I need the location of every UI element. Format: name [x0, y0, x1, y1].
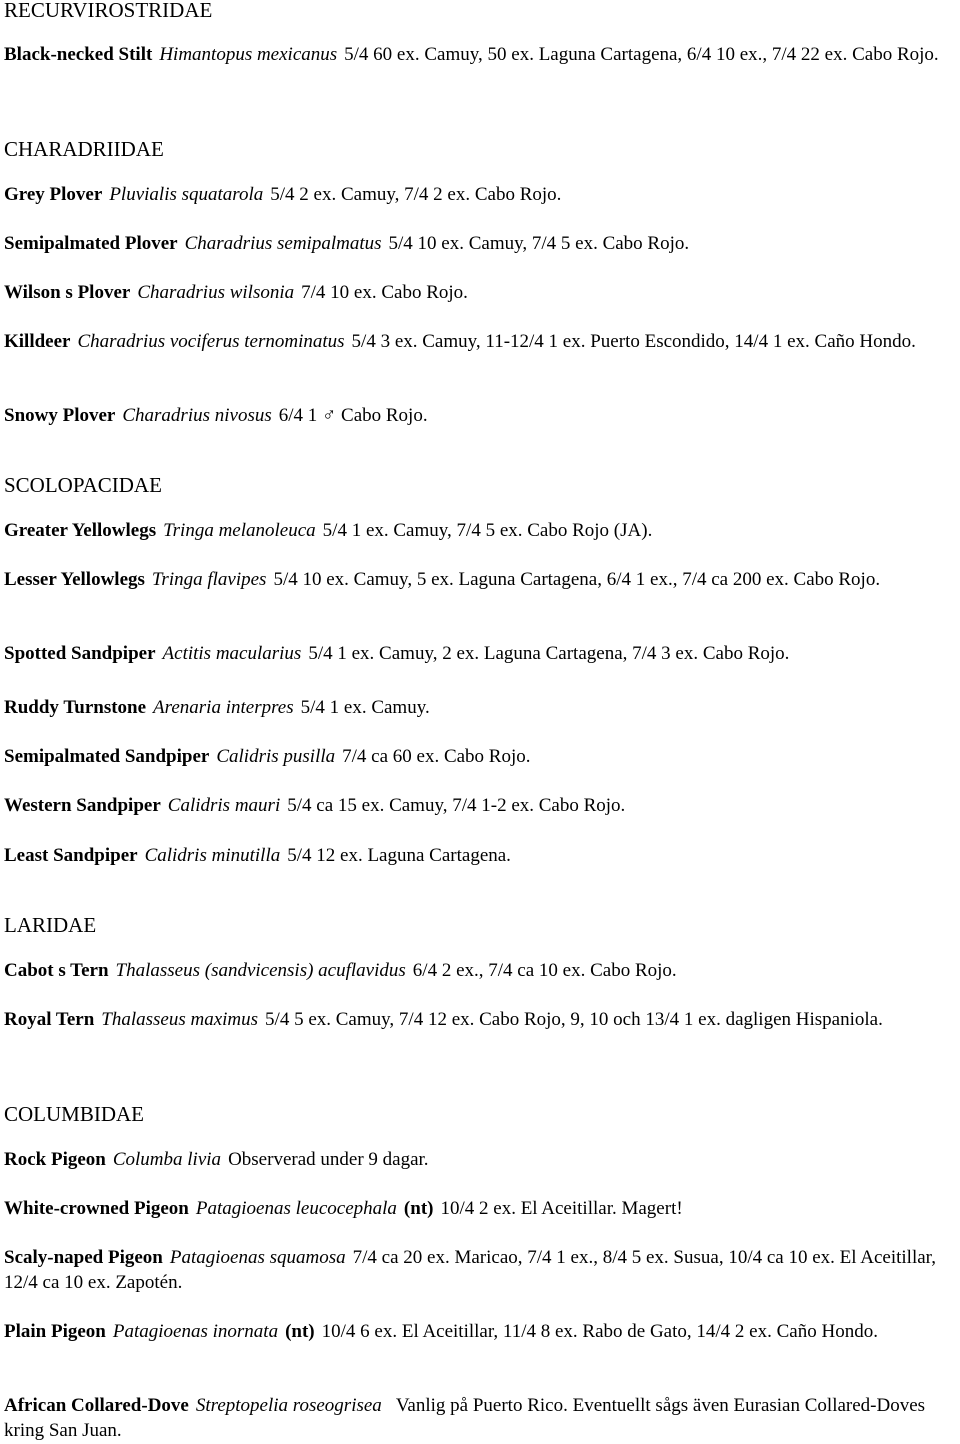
scientific-name: Charadrius vociferus ternominatus [77, 331, 345, 352]
common-name: Scaly-naped Pigeon [4, 1247, 163, 1268]
family-heading-columbidae: COLUMBIDAE [4, 1102, 144, 1126]
species-entry-plain-pigeon [4, 1319, 950, 1344]
species-entry-scaly-naped-pigeon [4, 1245, 950, 1295]
conservation-status: (nt) [403, 1198, 434, 1219]
scientific-name: Patagioenas leucocephala [195, 1198, 397, 1219]
observation-text: 5/4 1 ex. Camuy, 7/4 5 ex. Cabo Rojo (JA). [322, 520, 653, 541]
observation-text: 10/4 2 ex. El Aceitillar. Magert! [440, 1198, 683, 1219]
observation-text: 5/4 10 ex. Camuy, 5 ex. Laguna Cartagena, 6/4 1 ex., 7/4 ca 200 ex. Cabo Rojo. [273, 569, 881, 590]
species-entry-snowy-plover [4, 403, 950, 428]
species-entry-african-collared-dove [4, 1393, 950, 1443]
scientific-name: Streptopelia roseogrisea [195, 1395, 382, 1416]
family-heading-recurvirostridae: RECURVIROSTRIDAE [4, 0, 213, 22]
common-name: Semipalmated Sandpiper [4, 746, 210, 767]
species-entry-black-necked-stilt [4, 42, 950, 67]
species-entry-grey-plover [4, 182, 950, 207]
observation-text: 6/4 1 ♂ Cabo Rojo. [278, 405, 428, 426]
family-heading-charadriidae: CHARADRIIDAE [4, 137, 164, 161]
common-name: Snowy Plover [4, 405, 116, 426]
common-name: Greater Yellowlegs [4, 520, 157, 541]
common-name: Ruddy Turnstone [4, 697, 147, 718]
observation-text: 7/4 ca 20 ex. Maricao, 7/4 1 ex., 8/4 5 ex. Susua, 10/4 ca 10 ex. El Aceitillar, 12/4 ca 10 ex. Zapotén. [4, 1247, 936, 1293]
common-name: Grey Plover [4, 184, 103, 205]
species-entry-white-crowned-pigeon [4, 1196, 950, 1221]
scientific-name: Arenaria interpres [153, 697, 294, 718]
observation-text: 5/4 2 ex. Camuy, 7/4 2 ex. Cabo Rojo. [270, 184, 562, 205]
common-name: Black-necked Stilt [4, 44, 153, 65]
species-entry-least-sandpiper [4, 843, 950, 868]
species-entry-ruddy-turnstone [4, 695, 950, 720]
common-name: Wilson s Plover [4, 282, 131, 303]
scientific-name: Charadrius nivosus [122, 405, 272, 426]
observation-text: Observerad under 9 dagar. [228, 1149, 429, 1170]
common-name: White-crowned Pigeon [4, 1198, 189, 1219]
observation-text: 7/4 ca 60 ex. Cabo Rojo. [342, 746, 531, 767]
common-name: Killdeer [4, 331, 71, 352]
family-heading-laridae: LARIDAE [4, 913, 97, 937]
observation-text: 10/4 6 ex. El Aceitillar, 11/4 8 ex. Rabo de Gato, 14/4 2 ex. Caño Hondo. [321, 1321, 878, 1342]
species-entry-cabots-tern [4, 958, 950, 983]
scientific-name: Himantopus mexicanus [159, 44, 338, 65]
scientific-name: Charadrius semipalmatus [184, 233, 382, 254]
species-entry-semipalmated-sandpiper [4, 744, 950, 769]
species-entry-killdeer [4, 329, 950, 354]
scientific-name: Pluvialis squatarola [109, 184, 264, 205]
common-name: Semipalmated Plover [4, 233, 178, 254]
species-entry-rock-pigeon [4, 1147, 950, 1172]
scientific-name: Calidris mauri [167, 795, 281, 816]
observation-text: Vanlig på Puerto Rico. Eventuellt sågs även Eurasian Collared-Doves kring San Juan. [4, 1395, 926, 1441]
observation-text: 5/4 ca 15 ex. Camuy, 7/4 1-2 ex. Cabo Rojo. [287, 795, 626, 816]
observation-text: 5/4 10 ex. Camuy, 7/4 5 ex. Cabo Rojo. [388, 233, 690, 254]
common-name: Plain Pigeon [4, 1321, 106, 1342]
scientific-name: Charadrius wilsonia [137, 282, 295, 303]
observation-text: 5/4 12 ex. Laguna Cartagena. [287, 845, 511, 866]
species-entry-semipalmated-plover [4, 231, 950, 256]
scientific-name: Thalasseus maximus [101, 1009, 259, 1030]
common-name: Cabot s Tern [4, 960, 109, 981]
scientific-name: Calidris pusilla [216, 746, 336, 767]
common-name: Rock Pigeon [4, 1149, 106, 1170]
species-entry-royal-tern [4, 1007, 950, 1032]
scientific-name: Tringa melanoleuca [163, 520, 316, 541]
scientific-name: Columba livia [112, 1149, 222, 1170]
conservation-status: (nt) [285, 1321, 315, 1342]
observation-text: 5/4 5 ex. Camuy, 7/4 12 ex. Cabo Rojo, 9, 10 och 13/4 1 ex. dagligen Hispaniola. [265, 1009, 883, 1030]
observation-text: 6/4 2 ex., 7/4 ca 10 ex. Cabo Rojo. [412, 960, 677, 981]
scientific-name: Tringa flavipes [151, 569, 267, 590]
observation-text: 7/4 10 ex. Cabo Rojo. [301, 282, 468, 303]
observation-text: 5/4 1 ex. Camuy, 2 ex. Laguna Cartagena, 7/4 3 ex. Cabo Rojo. [308, 643, 790, 664]
common-name: Spotted Sandpiper [4, 643, 156, 664]
scientific-name: Patagioenas squamosa [169, 1247, 346, 1268]
common-name: Lesser Yellowlegs [4, 569, 145, 590]
species-entry-lesser-yellowlegs [4, 567, 950, 592]
common-name: Western Sandpiper [4, 795, 161, 816]
observation-text: 5/4 60 ex. Camuy, 50 ex. Laguna Cartagena, 6/4 10 ex., 7/4 22 ex. Cabo Rojo. [344, 44, 939, 65]
species-entry-wilsons-plover [4, 280, 950, 305]
common-name: Royal Tern [4, 1009, 95, 1030]
common-name: African Collared-Dove [4, 1395, 189, 1416]
family-heading-scolopacidae: SCOLOPACIDAE [4, 473, 162, 497]
scientific-name: Calidris minutilla [144, 845, 281, 866]
species-entry-western-sandpiper [4, 793, 950, 818]
common-name: Least Sandpiper [4, 845, 138, 866]
scientific-name: Patagioenas inornata [112, 1321, 279, 1342]
scientific-name: Actitis macularius [162, 643, 302, 664]
species-entry-greater-yellowlegs [4, 518, 950, 543]
observation-text: 5/4 1 ex. Camuy. [300, 697, 430, 718]
scientific-name: Thalasseus (sandvicensis) acuflavidus [115, 960, 406, 981]
species-entry-spotted-sandpiper [4, 641, 950, 666]
observation-text: 5/4 3 ex. Camuy, 11-12/4 1 ex. Puerto Escondido, 14/4 1 ex. Caño Hondo. [351, 331, 916, 352]
